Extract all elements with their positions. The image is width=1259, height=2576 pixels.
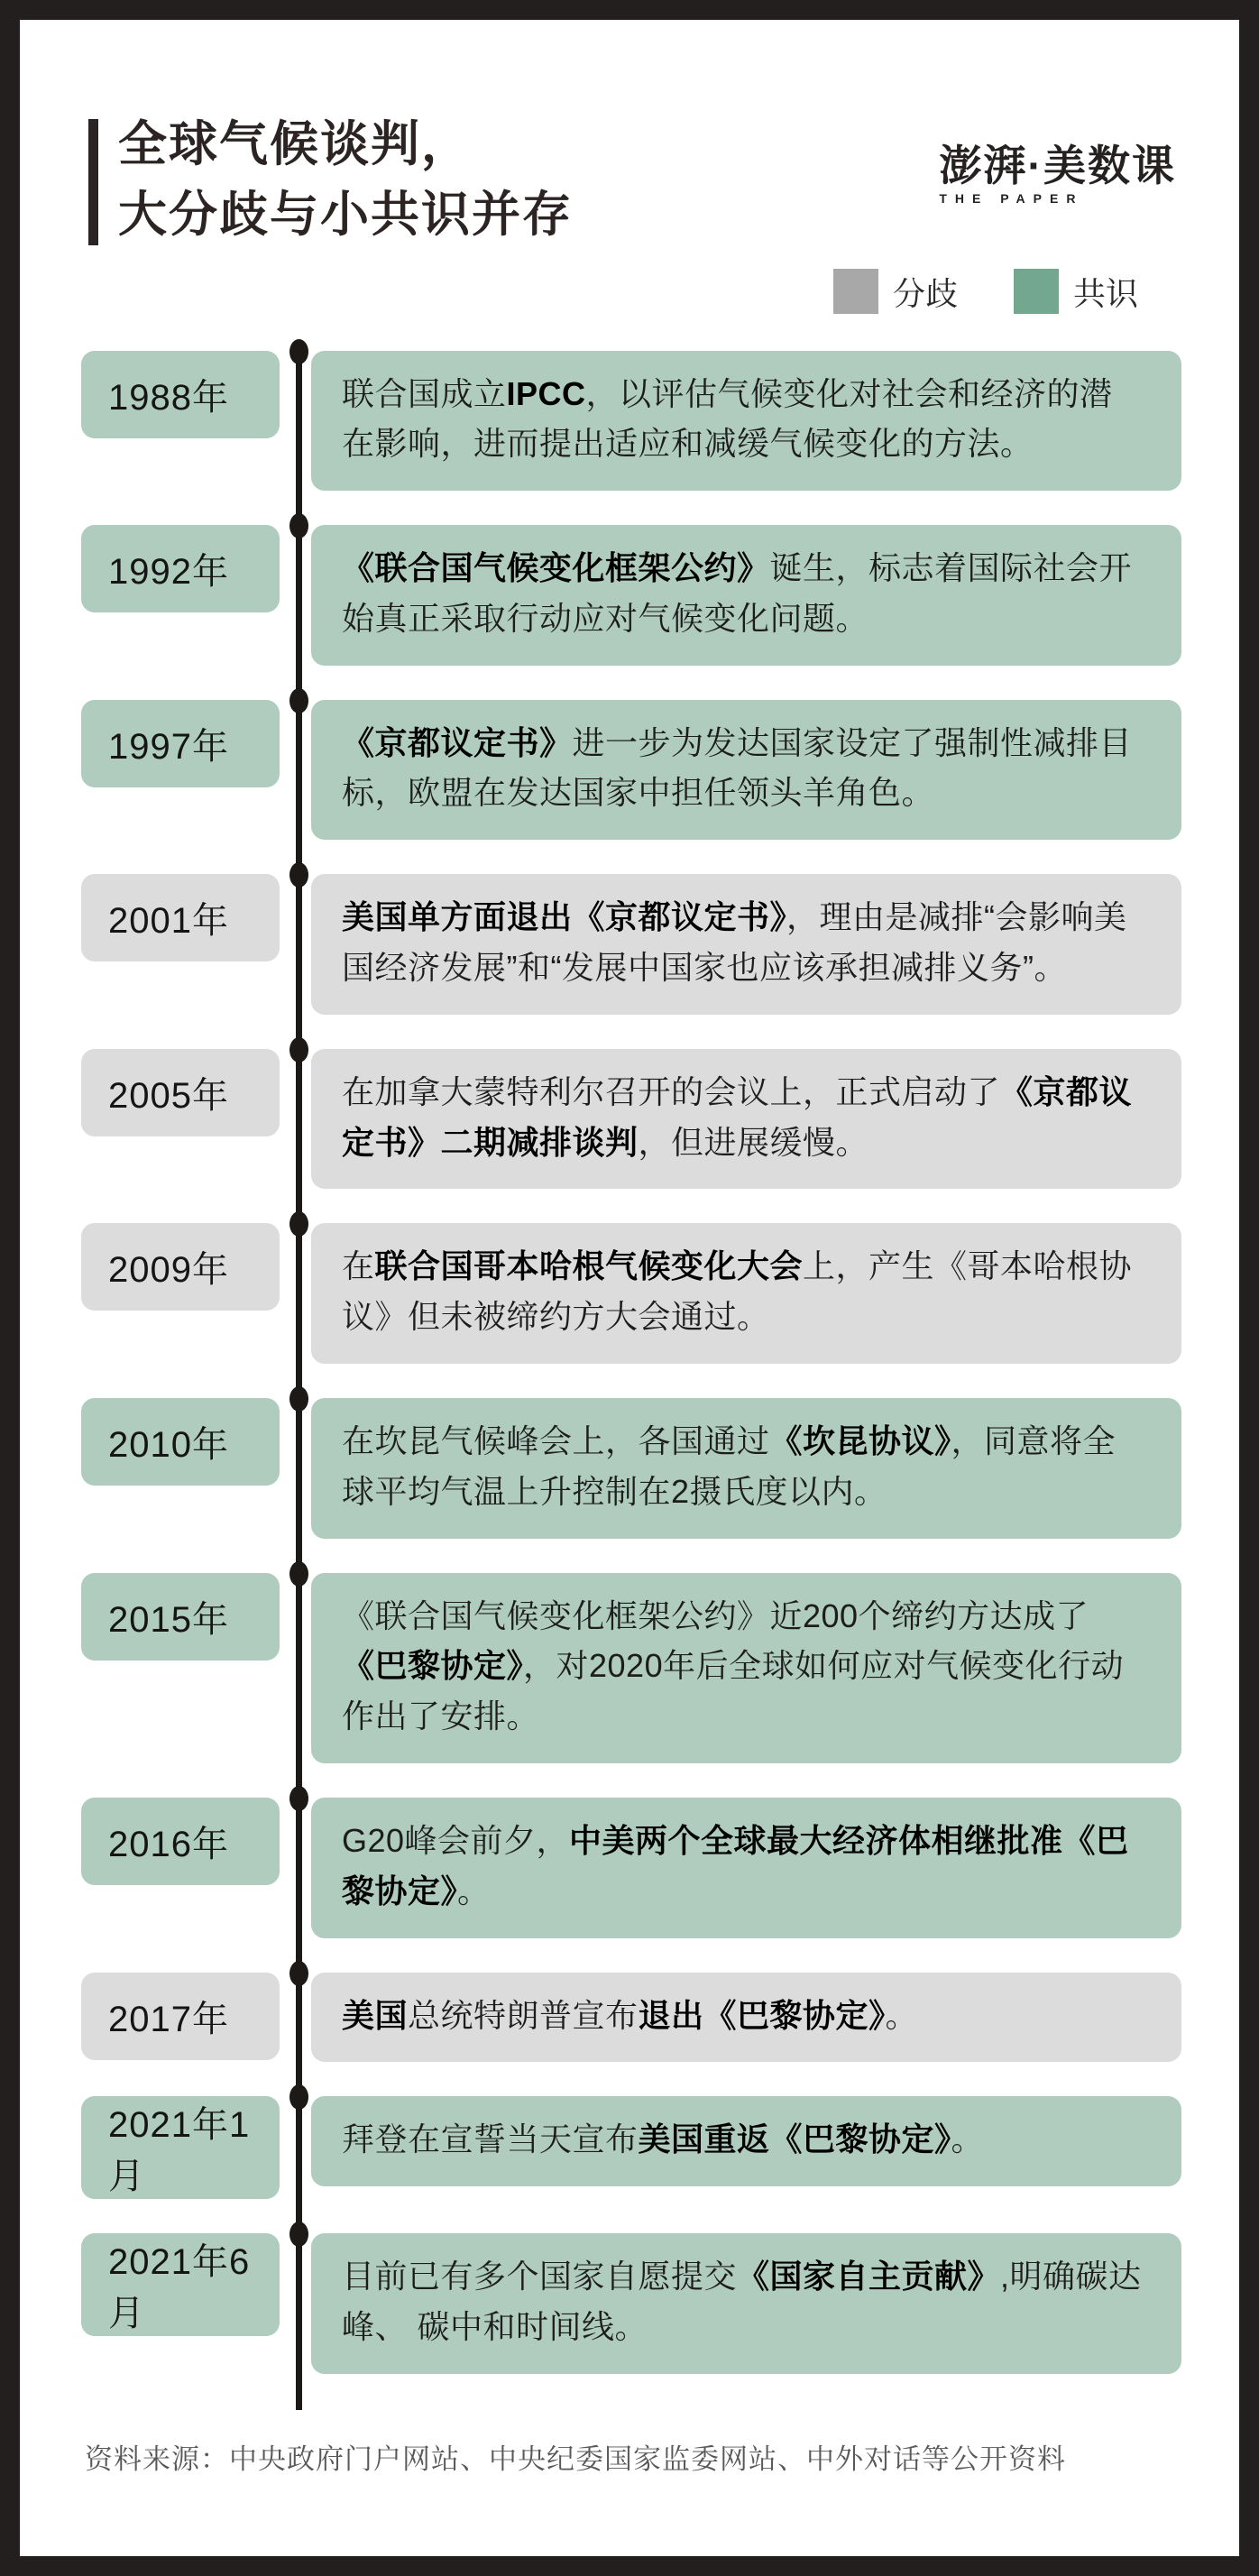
legend-item-consensus xyxy=(1014,269,1138,315)
legend xyxy=(20,269,1138,315)
timeline-row xyxy=(81,700,1181,841)
timeline xyxy=(81,351,1181,2375)
timeline-row xyxy=(81,1223,1181,1364)
year-badge: 1997年 xyxy=(81,700,280,787)
consensus-swatch-icon xyxy=(1014,269,1059,314)
event-card: 在坎昆气候峰会上，各国通过《坎昆协议》，同意将全球平均气温上升控制在2摄氏度以内。 xyxy=(311,1398,1181,1539)
timeline-row xyxy=(81,2233,1181,2374)
timeline-row xyxy=(81,351,1181,492)
year-badge: 2021年1月 xyxy=(81,2096,280,2199)
timeline-dot xyxy=(289,2084,308,2110)
event-card: 《京都议定书》进一步为发达国家设定了强制性减排目标，欧盟在发达国家中担任领头羊角色。 xyxy=(311,700,1181,841)
timeline-dot xyxy=(289,1037,308,1063)
timeline-row xyxy=(81,2096,1181,2199)
event-card: 美国总统特朗普宣布退出《巴黎协定》。 xyxy=(311,1973,1181,2063)
event-card: 在联合国哥本哈根气候变化大会上，产生《哥本哈根协议》但未被缔约方大会通过。 xyxy=(311,1223,1181,1364)
timeline-dot xyxy=(289,688,308,713)
timeline-dot xyxy=(289,513,308,538)
year-badge: 1992年 xyxy=(81,525,280,612)
event-card: 拜登在宣誓当天宣布美国重返《巴黎协定》。 xyxy=(311,2096,1181,2186)
event-card: 美国单方面退出《京都议定书》，理由是减排“会影响美国经济发展”和“发展中国家也应该承担减排义务”。 xyxy=(311,874,1181,1015)
year-badge: 2009年 xyxy=(81,1223,280,1311)
header xyxy=(88,110,1176,251)
page-canvas xyxy=(20,20,1239,2556)
timeline-row xyxy=(81,1798,1181,1938)
timeline-row xyxy=(81,874,1181,1015)
timeline-dot xyxy=(289,862,308,888)
logo-sub-text: THE PAPER xyxy=(939,190,1084,206)
event-card: 联合国成立IPCC，以评估气候变化对社会和经济的潜在影响，进而提出适应和减缓气候变化的方法。 xyxy=(311,351,1181,492)
page-title-line2: 大分歧与小共识并存 xyxy=(118,187,573,242)
event-card: 《联合国气候变化框架公约》近200个缔约方达成了《巴黎协定》，对2020年后全球如何应对气候变化行动作出了安排。 xyxy=(311,1573,1181,1763)
timeline-row xyxy=(81,1573,1181,1763)
year-badge: 1988年 xyxy=(81,351,280,438)
event-card: 目前已有多个国家自愿提交《国家自主贡献》,明确碳达峰、 碳中和时间线。 xyxy=(311,2233,1181,2374)
event-card: 《联合国气候变化框架公约》诞生，标志着国际社会开始真正采取行动应对气候变化问题。 xyxy=(311,525,1181,666)
brand-logo xyxy=(939,143,1176,206)
timeline-row xyxy=(81,1049,1181,1190)
timeline-dot xyxy=(289,1786,308,1811)
timeline-dot xyxy=(289,2222,308,2247)
year-badge: 2021年6月 xyxy=(81,2233,280,2336)
title-accent-bar xyxy=(88,119,98,245)
timeline-dot xyxy=(289,339,308,364)
title-block xyxy=(88,110,573,251)
page-title xyxy=(118,110,573,251)
timeline-dot xyxy=(289,1961,308,1986)
legend-label: 分歧 xyxy=(892,274,958,312)
timeline-dot xyxy=(289,1386,308,1412)
timeline-row xyxy=(81,1398,1181,1539)
year-badge: 2015年 xyxy=(81,1573,280,1661)
year-badge: 2017年 xyxy=(81,1973,280,2060)
timeline-dot xyxy=(289,1211,308,1237)
year-badge: 2010年 xyxy=(81,1398,280,1486)
page-title-line1: 全球气候谈判， xyxy=(118,117,472,171)
year-badge: 2016年 xyxy=(81,1798,280,1885)
timeline-dot xyxy=(289,1561,308,1587)
event-card: 在加拿大蒙特利尔召开的会议上，正式启动了《京都议定书》二期减排谈判，但进展缓慢。 xyxy=(311,1049,1181,1190)
legend-label: 共识 xyxy=(1072,274,1138,312)
year-badge: 2001年 xyxy=(81,874,280,961)
logo-main-text: 澎湃·美数课 xyxy=(939,142,1176,189)
timeline-row xyxy=(81,525,1181,666)
timeline-row xyxy=(81,1973,1181,2063)
legend-item-disagreement xyxy=(833,269,958,315)
source-note: 资料来源：中央政府门户网站、中央纪委国家监委网站、中外对话等公开资料 xyxy=(85,2443,1066,2475)
year-badge: 2005年 xyxy=(81,1049,280,1136)
disagreement-swatch-icon xyxy=(833,269,878,314)
event-card: G20峰会前夕，中美两个全球最大经济体相继批准《巴黎协定》。 xyxy=(311,1798,1181,1938)
